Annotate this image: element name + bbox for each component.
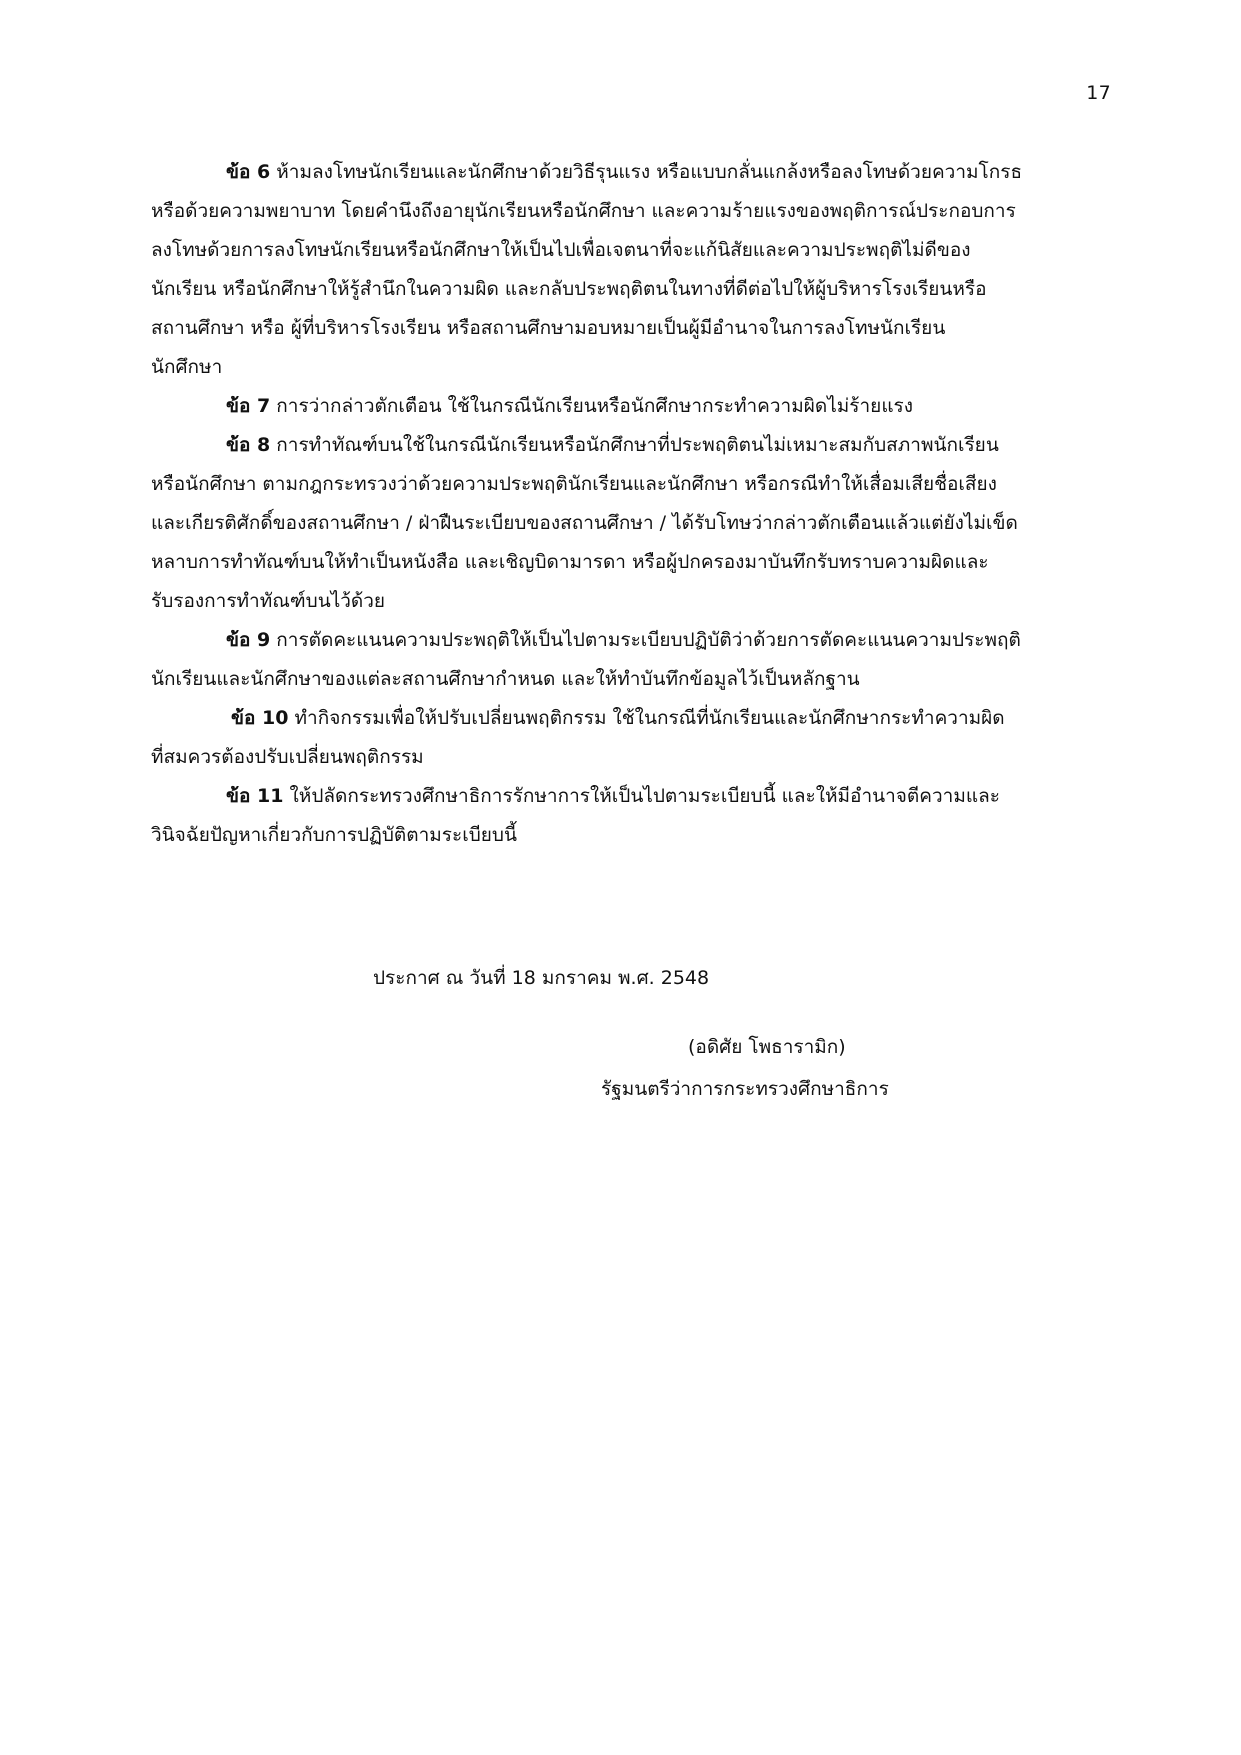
- signer-title: รัฐมนตรีว่าการกระทรวงศึกษาธิการ: [601, 1078, 889, 1100]
- signer-name: (อดิศัย โพธารามิก): [688, 1036, 846, 1058]
- clause-8: [151, 426, 1086, 621]
- clause-line: นักเรียน หรือนักศึกษาให้รู้สำนึกในความผิด และกลับประพฤติตนในทางที่ดีต่อไปให้ผู้บริหารโรงเรียนหรือ: [151, 278, 987, 300]
- clause-line: ทำกิจกรรมเพื่อให้ปรับเปลี่ยนพฤติกรรม ใช้ในกรณีที่นักเรียนและนักศึกษากระทำความผิด: [294, 707, 1005, 729]
- clause-label: ข้อ 11: [226, 785, 284, 807]
- clause-line: หรือนักศึกษา ตามกฎกระทรวงว่าด้วยความประพฤตินักเรียนและนักศึกษา หรือกรณีทำให้เสื่อมเสียชื่อเสียง: [151, 473, 997, 495]
- clause-line: การตัดคะแนนความประพฤติให้เป็นไปตามระเบียบปฏิบัติว่าด้วยการตัดคะแนนความประพฤติ: [276, 629, 1021, 651]
- clause-label: ข้อ 8: [226, 434, 271, 456]
- clause-line: ห้ามลงโทษนักเรียนและนักศึกษาด้วยวิธีรุนแรง หรือแบบกลั่นแกล้งหรือลงโทษด้วยความโกรธ: [276, 161, 1023, 183]
- clause-6: [151, 153, 1086, 387]
- clause-line: วินิจฉัยปัญหาเกี่ยวกับการปฏิบัติตามระเบียบนี้: [151, 824, 517, 846]
- clause-label: ข้อ 9: [226, 629, 271, 651]
- clause-line: หรือด้วยความพยาบาท โดยคำนึงถึงอายุนักเรียนหรือนักศึกษา และความร้ายแรงของพฤติการณ์ประกอบการ: [151, 200, 1016, 222]
- clause-10: [151, 699, 1086, 777]
- clause-line: การทำทัณฑ์บนใช้ในกรณีนักเรียนหรือนักศึกษาที่ประพฤติตนไม่เหมาะสมกับสภาพนักเรียน: [276, 434, 999, 456]
- clause-line: นักศึกษา: [151, 356, 223, 378]
- clause-line: ที่สมควรต้องปรับเปลี่ยนพฤติกรรม: [151, 746, 424, 768]
- clause-line: ลงโทษด้วยการลงโทษนักเรียนหรือนักศึกษาให้เป็นไปเพื่อเจตนาที่จะแก้นิสัยและความประพฤติไม่ดีของ: [151, 239, 971, 261]
- clause-label: ข้อ 7: [226, 395, 271, 417]
- clause-line: ให้ปลัดกระทรวงศึกษาธิการรักษาการให้เป็นไปตามระเบียบนี้ และให้มีอำนาจตีความและ: [289, 785, 1000, 807]
- clause-line: สถานศึกษา หรือ ผู้ที่บริหารโรงเรียน หรือสถานศึกษามอบหมายเป็นผู้มีอำนาจในการลงโทษนักเรียน: [151, 317, 946, 339]
- clause-line: รับรองการทำทัณฑ์บนไว้ด้วย: [151, 590, 386, 612]
- clause-label: ข้อ 10: [231, 707, 289, 729]
- clause-line: หลาบการทำทัณฑ์บนให้ทำเป็นหนังสือ และเชิญบิดามารดา หรือผู้ปกครองมาบันทึกรับทราบความผิดและ: [151, 551, 989, 573]
- clause-11: [151, 777, 1086, 855]
- regulation-body: [151, 153, 1086, 855]
- clause-9: [151, 621, 1086, 699]
- announcement-date: ประกาศ ณ วันที่ 18 มกราคม พ.ศ. 2548: [373, 967, 710, 989]
- clause-label: ข้อ 6: [226, 161, 271, 183]
- clause-7: [151, 387, 1086, 426]
- page-number: 17: [1086, 82, 1111, 104]
- clause-line: การว่ากล่าวตักเตือน ใช้ในกรณีนักเรียนหรือนักศึกษากระทำความผิดไม่ร้ายแรง: [276, 395, 914, 417]
- clause-line: นักเรียนและนักศึกษาของแต่ละสถานศึกษากำหนด และให้ทำบันทึกข้อมูลไว้เป็นหลักฐาน: [151, 668, 860, 690]
- clause-line: และเกียรติศักดิ์ของสถานศึกษา / ฝ่าฝืนระเบียบของสถานศึกษา / ได้รับโทษว่ากล่าวตักเตือนแล้วแต่ยังไม่เข็ด: [151, 512, 1018, 534]
